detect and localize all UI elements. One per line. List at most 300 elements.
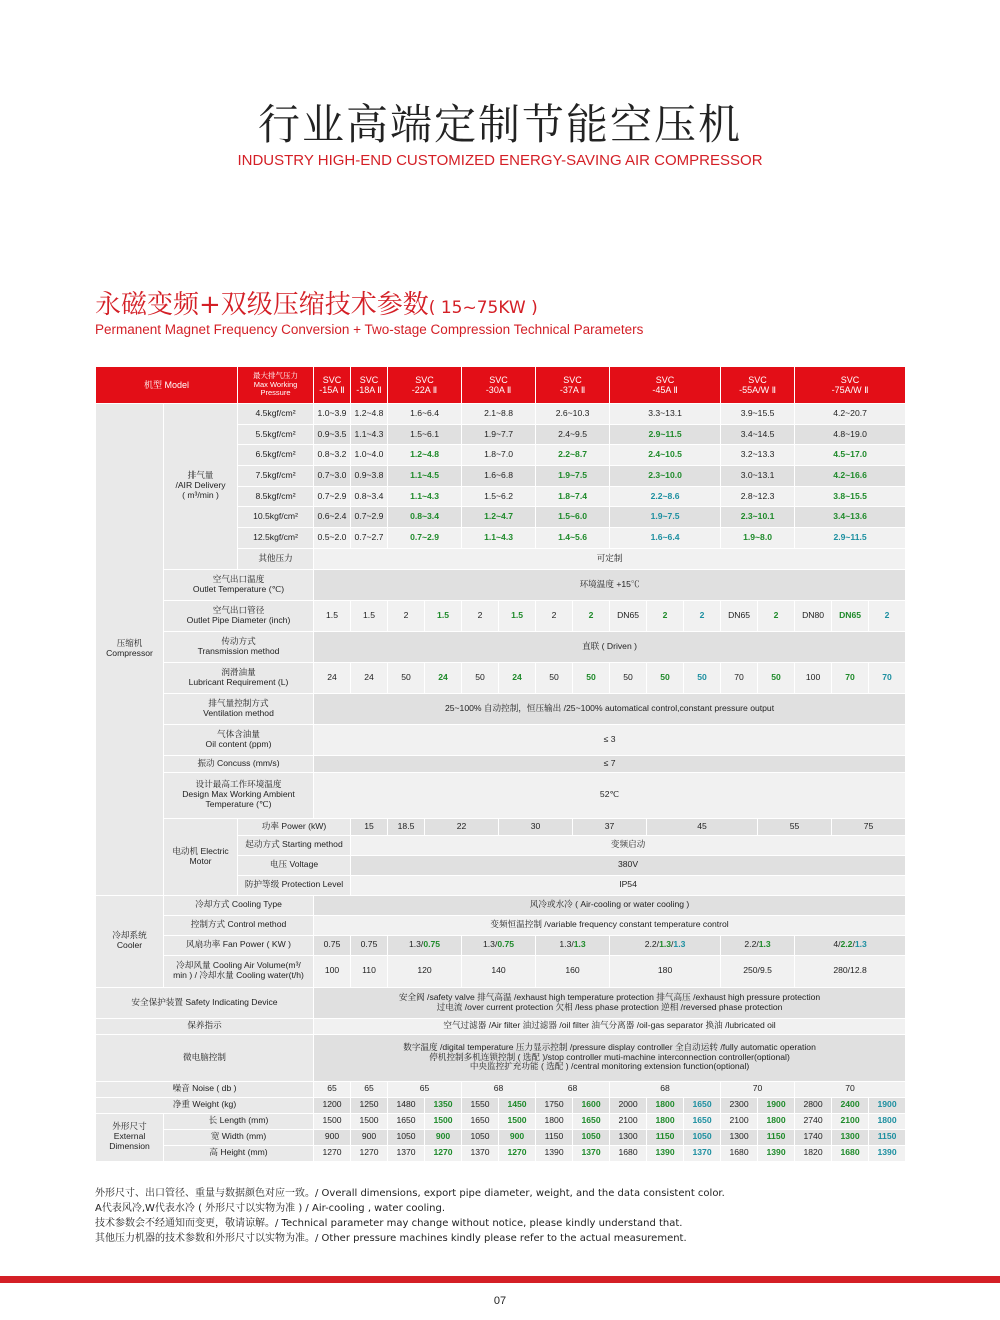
value-cell: 1050 xyxy=(388,1129,425,1145)
value-cell xyxy=(721,935,795,955)
fan-power-part: 1.3 xyxy=(854,939,867,950)
value-cell: 1.9~7.5 xyxy=(536,466,610,487)
weight-label: 净重 Weight (kg) xyxy=(96,1097,314,1113)
value-cell: 1800 xyxy=(869,1113,906,1129)
value-cell: 1150 xyxy=(758,1129,795,1145)
value-cell: 1390 xyxy=(869,1145,906,1161)
value-cell: 1390 xyxy=(536,1145,573,1161)
value-cell: 70 xyxy=(795,1081,906,1097)
value-cell: 2100 xyxy=(832,1113,869,1129)
merged-value-cell: 380V xyxy=(351,855,906,875)
computer-label: 微电脑控制 xyxy=(96,1034,314,1081)
lubricant-label: 润滑油量 Lubricant Requirement (L) xyxy=(164,662,314,693)
value-cell: 3.2~13.3 xyxy=(721,445,795,466)
value-cell: 2.2~8.7 xyxy=(536,445,610,466)
value-cell: 1800 xyxy=(758,1113,795,1129)
value-cell: 1.5 xyxy=(425,600,462,631)
footer-red-bar xyxy=(0,1276,1000,1283)
value-cell: 180 xyxy=(610,955,721,987)
value-cell: 50 xyxy=(758,662,795,693)
value-cell: 2 xyxy=(684,600,721,631)
pressure-label: 8.5kgf/cm² xyxy=(238,486,314,507)
value-cell: 1500 xyxy=(351,1113,388,1129)
value-cell: 2 xyxy=(388,600,425,631)
value-cell: 15 xyxy=(351,818,388,835)
footnote-line: 外形尺寸、出口管径、重量与数据颜色对应一致。/ Overall dimensions, export pipe diameter, weight, and the data consistent color. xyxy=(95,1188,725,1199)
value-cell: 1650 xyxy=(684,1097,721,1113)
value-cell: 50 xyxy=(610,662,647,693)
header-model-name: SVC -37A Ⅱ xyxy=(536,367,610,404)
value-cell: 1.1~4.3 xyxy=(462,528,536,549)
table-row xyxy=(96,693,906,724)
value-cell: 1900 xyxy=(869,1097,906,1113)
value-cell: 1.1~4.3 xyxy=(388,486,462,507)
value-cell: 1270 xyxy=(351,1145,388,1161)
value-cell: 70 xyxy=(721,1081,795,1097)
value-cell: 1650 xyxy=(462,1113,499,1129)
value-cell: 1270 xyxy=(314,1145,351,1161)
value-cell: 1.5~6.0 xyxy=(536,507,610,528)
value-cell: 22 xyxy=(425,818,499,835)
value-cell: 1500 xyxy=(425,1113,462,1129)
value-cell: 0.9~3.5 xyxy=(314,424,351,445)
value-cell: DN65 xyxy=(610,600,647,631)
value-cell: 2.3~10.0 xyxy=(610,466,721,487)
value-cell: 1270 xyxy=(425,1145,462,1161)
value-cell xyxy=(462,935,536,955)
fan-power-part: 1.3 xyxy=(758,939,771,950)
value-cell: 0.6~2.4 xyxy=(314,507,351,528)
value-cell: 2100 xyxy=(610,1113,647,1129)
value-cell: 2.4~10.5 xyxy=(610,445,721,466)
value-cell: 3.9~15.5 xyxy=(721,404,795,425)
table-row xyxy=(96,755,906,772)
footnote-line: A代表风冷,W代表水冷 ( 外形尺寸以实物为准 ) / Air-cooling , water cooling. xyxy=(95,1203,446,1214)
value-cell: 1650 xyxy=(684,1113,721,1129)
cooling-volume-label: 冷却风量 Cooling Air Volume(m³/ min ) / 冷却水量 Cooling water(t/h) xyxy=(164,955,314,987)
merged-value-cell: 环境温度 +15℃ xyxy=(314,569,906,600)
other-pressure-label: 其他压力 xyxy=(238,548,314,569)
value-cell: 100 xyxy=(314,955,351,987)
footnotes xyxy=(95,1186,725,1246)
merged-value-cell: 风冷或水冷 ( Air-cooling or water cooling ) xyxy=(314,895,906,915)
value-cell: 1050 xyxy=(573,1129,610,1145)
fan-power-part: 0.75 xyxy=(423,939,441,950)
value-cell xyxy=(795,935,906,955)
value-cell: 1.2~4.7 xyxy=(462,507,536,528)
value-cell: 160 xyxy=(536,955,610,987)
pressure-label: 5.5kgf/cm² xyxy=(238,424,314,445)
value-cell: 900 xyxy=(499,1129,536,1145)
merged-value-cell: IP54 xyxy=(351,875,906,895)
value-cell: 3.0~13.1 xyxy=(721,466,795,487)
value-cell: 2 xyxy=(462,600,499,631)
value-cell: 1150 xyxy=(536,1129,573,1145)
table-row xyxy=(96,1081,906,1097)
length-label: 长 Length (mm) xyxy=(164,1113,314,1129)
header-model-name: SVC -45A Ⅱ xyxy=(610,367,721,404)
value-cell: 3.8~15.5 xyxy=(795,486,906,507)
value-cell: 2400 xyxy=(832,1097,869,1113)
fan-power-part: 0.75 xyxy=(497,939,515,950)
merged-value-cell: ≤ 7 xyxy=(314,755,906,772)
value-cell: 1820 xyxy=(795,1145,832,1161)
value-cell: 1150 xyxy=(647,1129,684,1145)
value-cell: 1.2~4.8 xyxy=(351,404,388,425)
group-cooler: 冷却系统 Cooler xyxy=(96,895,164,987)
value-cell: 4.2~16.6 xyxy=(795,466,906,487)
section-range: ( 15~75KW ) xyxy=(428,298,538,318)
value-cell: 1050 xyxy=(462,1129,499,1145)
value-cell: 1550 xyxy=(462,1097,499,1113)
table-row xyxy=(96,987,906,1018)
value-cell: 3.4~13.6 xyxy=(795,507,906,528)
value-cell: 1350 xyxy=(425,1097,462,1113)
table-row xyxy=(96,367,906,404)
value-cell: 0.8~3.2 xyxy=(314,445,351,466)
oil_content-label: 气体含油量 Oil content (ppm) xyxy=(164,724,314,755)
table-row xyxy=(96,935,906,955)
value-cell: 1.1~4.5 xyxy=(388,466,462,487)
value-cell: 24 xyxy=(499,662,536,693)
protection-label: 防护等级 Protection Level xyxy=(238,875,351,895)
table-row xyxy=(96,569,906,600)
value-cell: 1300 xyxy=(721,1129,758,1145)
fan-power-part: 1.3 xyxy=(573,939,586,950)
cooling-type-label: 冷却方式 Cooling Type xyxy=(164,895,314,915)
value-cell: 1370 xyxy=(388,1145,425,1161)
merged-value-cell: 直联 ( Driven ) xyxy=(314,631,906,662)
value-cell: 75 xyxy=(832,818,906,835)
value-cell: 2.4~9.5 xyxy=(536,424,610,445)
value-cell: 1.4~5.6 xyxy=(536,528,610,549)
value-cell: 4.8~19.0 xyxy=(795,424,906,445)
fan-power-part: / xyxy=(671,939,674,950)
value-cell: 2.2~8.6 xyxy=(610,486,721,507)
header-model: 机型 Model xyxy=(96,367,238,404)
merged-value-cell: 变频启动 xyxy=(351,835,906,855)
outlet_pipe-label: 空气出口管径 Outlet Pipe Diameter (inch) xyxy=(164,600,314,631)
value-cell: 1250 xyxy=(351,1097,388,1113)
noise-label: 噪音 Noise ( db ) xyxy=(96,1081,314,1097)
value-cell: 4.5~17.0 xyxy=(795,445,906,466)
value-cell: 1.1~4.3 xyxy=(351,424,388,445)
value-cell: 2 xyxy=(758,600,795,631)
value-cell: 1.0~3.9 xyxy=(314,404,351,425)
table-row xyxy=(96,955,906,987)
value-cell: 1.8~7.4 xyxy=(536,486,610,507)
value-cell: 2740 xyxy=(795,1113,832,1129)
value-cell: DN65 xyxy=(832,600,869,631)
header-model-name: SVC -75A/W Ⅱ xyxy=(795,367,906,404)
pressure-label: 12.5kgf/cm² xyxy=(238,528,314,549)
value-cell: 1.2~4.8 xyxy=(388,445,462,466)
value-cell: 3.4~14.5 xyxy=(721,424,795,445)
value-cell: 2800 xyxy=(795,1097,832,1113)
value-cell: 1600 xyxy=(573,1097,610,1113)
value-cell: 24 xyxy=(314,662,351,693)
value-cell: 1300 xyxy=(610,1129,647,1145)
value-cell: 0.5~2.0 xyxy=(314,528,351,549)
maintenance-label: 保养指示 xyxy=(96,1018,314,1034)
footnote-line: 其他压力机器的技术参数和外形尺寸以实物为准。/ Other pressure machines kindly please refer to the actual measurement. xyxy=(95,1233,687,1244)
section-subtitle: Permanent Magnet Frequency Conversion + Two-stage Compression Technical Parameters xyxy=(95,322,644,337)
value-cell: 24 xyxy=(425,662,462,693)
value-cell: 3.3~13.1 xyxy=(610,404,721,425)
header-model-name: SVC -22A Ⅱ xyxy=(388,367,462,404)
value-cell: 1450 xyxy=(499,1097,536,1113)
value-cell: 1.5~6.2 xyxy=(462,486,536,507)
value-cell: 900 xyxy=(314,1129,351,1145)
value-cell: 0.7~2.9 xyxy=(388,528,462,549)
value-cell: 1.5 xyxy=(351,600,388,631)
value-cell: 2000 xyxy=(610,1097,647,1113)
value-cell: 250/9.5 xyxy=(721,955,795,987)
value-cell: 1500 xyxy=(314,1113,351,1129)
section-title-text: 永磁变频+双级压缩技术参数 xyxy=(95,290,429,320)
fan-power-part: 2.2/ xyxy=(644,939,660,950)
table-row xyxy=(96,1129,906,1145)
value-cell: 1.9~7.7 xyxy=(462,424,536,445)
value-cell: 1.8~7.0 xyxy=(462,445,536,466)
value-cell: 68 xyxy=(610,1081,721,1097)
value-cell: 2300 xyxy=(721,1097,758,1113)
value-cell: 1800 xyxy=(536,1113,573,1129)
value-cell: 280/12.8 xyxy=(795,955,906,987)
fan-power-part: 2.2 xyxy=(840,939,853,950)
value-cell: 1.0~4.0 xyxy=(351,445,388,466)
table-row xyxy=(96,600,906,631)
power-label: 功率 Power (kW) xyxy=(238,818,351,835)
value-cell: 50 xyxy=(462,662,499,693)
value-cell: 1680 xyxy=(610,1145,647,1161)
value-cell: 0.9~3.8 xyxy=(351,466,388,487)
value-cell: 1.9~7.5 xyxy=(610,507,721,528)
table-row xyxy=(96,724,906,755)
value-cell: 900 xyxy=(425,1129,462,1145)
value-cell xyxy=(536,935,610,955)
value-cell: 0.8~3.4 xyxy=(388,507,462,528)
page-number: 07 xyxy=(493,1295,507,1307)
air-delivery-label: 排气量 /AIR Delivery ( m³/min ) xyxy=(164,404,238,570)
value-cell: 70 xyxy=(832,662,869,693)
value-cell: 900 xyxy=(351,1129,388,1145)
value-cell: 1370 xyxy=(573,1145,610,1161)
value-cell: 1800 xyxy=(647,1113,684,1129)
table-row xyxy=(96,631,906,662)
pressure-label: 4.5kgf/cm² xyxy=(238,404,314,425)
value-cell: 24 xyxy=(351,662,388,693)
value-cell xyxy=(351,935,388,955)
merged-value-cell: 空气过滤器 /Air filter 油过滤器 /oil filter 油气分离器 /oil-gas separator 换油 /lubricated oil xyxy=(314,1018,906,1034)
value-cell: 45 xyxy=(647,818,758,835)
fan-power-part: 2.2/ xyxy=(744,939,759,950)
section-title xyxy=(95,284,538,321)
fan-power-part: 4/ xyxy=(833,939,841,950)
table-row xyxy=(96,772,906,818)
group-compressor: 压缩机 Compressor xyxy=(96,404,164,896)
value-cell: 55 xyxy=(758,818,832,835)
header-model-name: SVC -30A Ⅱ xyxy=(462,367,536,404)
value-cell: 2.3~10.1 xyxy=(721,507,795,528)
header-model-name: SVC -15A Ⅱ xyxy=(314,367,351,404)
value-cell: 1800 xyxy=(647,1097,684,1113)
value-cell: 30 xyxy=(499,818,573,835)
value-cell: 1370 xyxy=(684,1145,721,1161)
value-cell: 18.5 xyxy=(388,818,425,835)
merged-value-cell: 可定制 xyxy=(314,548,906,569)
value-cell: DN80 xyxy=(795,600,832,631)
value-cell: 50 xyxy=(647,662,684,693)
value-cell: 37 xyxy=(573,818,647,835)
concuss-label: 振动 Concuss (mm/s) xyxy=(164,755,314,772)
value-cell: 50 xyxy=(684,662,721,693)
fan-power-part: / xyxy=(852,939,855,950)
value-cell: 1.5~6.1 xyxy=(388,424,462,445)
header-model-name: SVC -55A/W Ⅱ xyxy=(721,367,795,404)
page-subtitle: INDUSTRY HIGH-END CUSTOMIZED ENERGY-SAVING AIR COMPRESSOR xyxy=(237,152,763,169)
pressure-label: 10.5kgf/cm² xyxy=(238,507,314,528)
table-row xyxy=(96,915,906,935)
table-row xyxy=(96,404,906,425)
pressure-label: 7.5kgf/cm² xyxy=(238,466,314,487)
group-motor: 电动机 Electric Motor xyxy=(164,818,238,895)
merged-value-cell: ≤ 3 xyxy=(314,724,906,755)
value-cell: 0.7~2.9 xyxy=(314,486,351,507)
value-cell: 1500 xyxy=(499,1113,536,1129)
starting-label: 起动方式 Starting method xyxy=(238,835,351,855)
value-cell: 2.1~8.8 xyxy=(462,404,536,425)
value-cell: 2 xyxy=(573,600,610,631)
value-cell: 1.6~6.4 xyxy=(610,528,721,549)
value-cell: 68 xyxy=(462,1081,536,1097)
value-cell: 1.6~6.4 xyxy=(388,404,462,425)
value-cell: 70 xyxy=(721,662,758,693)
value-cell: DN65 xyxy=(721,600,758,631)
table-row xyxy=(96,662,906,693)
table-row xyxy=(96,818,906,835)
ambient-label: 设计最高工作环境温度 Design Max Working Ambient Temperature (℃) xyxy=(164,772,314,818)
fan-power-part: 1.3/ xyxy=(559,939,574,950)
value-cell: 1270 xyxy=(499,1145,536,1161)
value-cell: 1.6~6.8 xyxy=(462,466,536,487)
value-cell xyxy=(610,935,721,955)
fan-power-part: 1.3 xyxy=(673,939,686,950)
outlet_temp-label: 空气出口温度 Outlet Temperature (℃) xyxy=(164,569,314,600)
table-row xyxy=(96,895,906,915)
transmission-label: 传动方式 Transmission method xyxy=(164,631,314,662)
value-cell: 1680 xyxy=(832,1145,869,1161)
value-cell: 140 xyxy=(462,955,536,987)
value-cell: 1650 xyxy=(573,1113,610,1129)
value-cell: 50 xyxy=(388,662,425,693)
group-dimension: 外形尺寸 External Dimension xyxy=(96,1113,164,1161)
value-cell: 2 xyxy=(869,600,906,631)
table-row xyxy=(96,1034,906,1081)
merged-value-cell: 安全阀 /safety valve 排气高温 /exhaust high temperature protection 排气高压 /exhaust high pressure protection 过电流 /over current protection 欠相 /less phase protection 逆相 /reversed phase protection xyxy=(314,987,906,1018)
header-model-name: SVC -18A Ⅱ xyxy=(351,367,388,404)
value-cell: 1750 xyxy=(536,1097,573,1113)
width-label: 宽 Width (mm) xyxy=(164,1129,314,1145)
fan-power-part: 1.3 xyxy=(659,939,672,950)
safety-label: 安全保护装置 Safety Indicating Device xyxy=(96,987,314,1018)
value-cell: 65 xyxy=(351,1081,388,1097)
value-cell: 1650 xyxy=(388,1113,425,1129)
footnote-line: 技术参数会不经通知而变更，敬请谅解。/ Technical parameter may change without notice, please kindly understand that. xyxy=(95,1218,683,1229)
value-cell: 1390 xyxy=(758,1145,795,1161)
value-cell: 50 xyxy=(573,662,610,693)
value-cell: 2.8~12.3 xyxy=(721,486,795,507)
merged-value-cell: 变频恒温控制 /variable frequency constant temperature control xyxy=(314,915,906,935)
voltage-label: 电压 Voltage xyxy=(238,855,351,875)
height-label: 高 Height (mm) xyxy=(164,1145,314,1161)
page-title: 行业高端定制节能空压机 xyxy=(257,100,742,149)
control-label: 控制方式 Control method xyxy=(164,915,314,935)
table-row xyxy=(96,1145,906,1161)
value-cell: 0.7~2.7 xyxy=(351,528,388,549)
value-cell: 2 xyxy=(647,600,684,631)
ventilation-label: 排气量控制方式 Ventilation method xyxy=(164,693,314,724)
value-cell: 110 xyxy=(351,955,388,987)
value-cell xyxy=(388,935,462,955)
value-cell: 0.7~3.0 xyxy=(314,466,351,487)
value-cell: 1740 xyxy=(795,1129,832,1145)
merged-value-cell: 52℃ xyxy=(314,772,906,818)
value-cell: 70 xyxy=(869,662,906,693)
value-cell: 65 xyxy=(388,1081,462,1097)
merged-value-cell: 数字温度 /digital temperature 压力显示控制 /pressure display controller 全自动运转 /fully automatic operation 停机控制多机连锁控制 ( 选配 )/stop controller muti-machine interconnection controller(optional) 中央监控扩充功能 ( 选配 ) /central monitoring extension function(optional) xyxy=(314,1034,906,1081)
fan-power-part: 0.75 xyxy=(360,939,378,950)
table-row xyxy=(96,1018,906,1034)
value-cell: 2100 xyxy=(721,1113,758,1129)
value-cell: 4.2~20.7 xyxy=(795,404,906,425)
fan-power-label: 风扇功率 Fan Power ( KW ) xyxy=(164,935,314,955)
spec-table xyxy=(95,366,906,1162)
fan-power-part: 0.75 xyxy=(323,939,341,950)
value-cell: 1300 xyxy=(832,1129,869,1145)
value-cell: 1900 xyxy=(758,1097,795,1113)
value-cell: 65 xyxy=(314,1081,351,1097)
fan-power-part: 1.3/ xyxy=(408,939,424,950)
value-cell: 1370 xyxy=(462,1145,499,1161)
table-row xyxy=(96,1113,906,1129)
merged-value-cell: 25~100% 自动控制，恒压输出 /25~100% automatical control,constant pressure output xyxy=(314,693,906,724)
value-cell: 1.5 xyxy=(499,600,536,631)
value-cell: 100 xyxy=(795,662,832,693)
value-cell: 68 xyxy=(536,1081,610,1097)
fan-power-part: 1.3/ xyxy=(483,939,498,950)
value-cell: 2.6~10.3 xyxy=(536,404,610,425)
value-cell: 1390 xyxy=(647,1145,684,1161)
value-cell: 1200 xyxy=(314,1097,351,1113)
value-cell: 1480 xyxy=(388,1097,425,1113)
table-row xyxy=(96,1097,906,1113)
value-cell: 0.7~2.9 xyxy=(351,507,388,528)
value-cell: 1680 xyxy=(721,1145,758,1161)
value-cell: 1150 xyxy=(869,1129,906,1145)
value-cell: 1.9~8.0 xyxy=(721,528,795,549)
pressure-label: 6.5kgf/cm² xyxy=(238,445,314,466)
value-cell xyxy=(314,935,351,955)
value-cell: 120 xyxy=(388,955,462,987)
header-pressure: 最大排气压力 Max Working Pressure xyxy=(238,367,314,404)
value-cell: 2 xyxy=(536,600,573,631)
value-cell: 1.5 xyxy=(314,600,351,631)
value-cell: 50 xyxy=(536,662,573,693)
value-cell: 2.9~11.5 xyxy=(795,528,906,549)
value-cell: 1050 xyxy=(684,1129,721,1145)
value-cell: 0.8~3.4 xyxy=(351,486,388,507)
